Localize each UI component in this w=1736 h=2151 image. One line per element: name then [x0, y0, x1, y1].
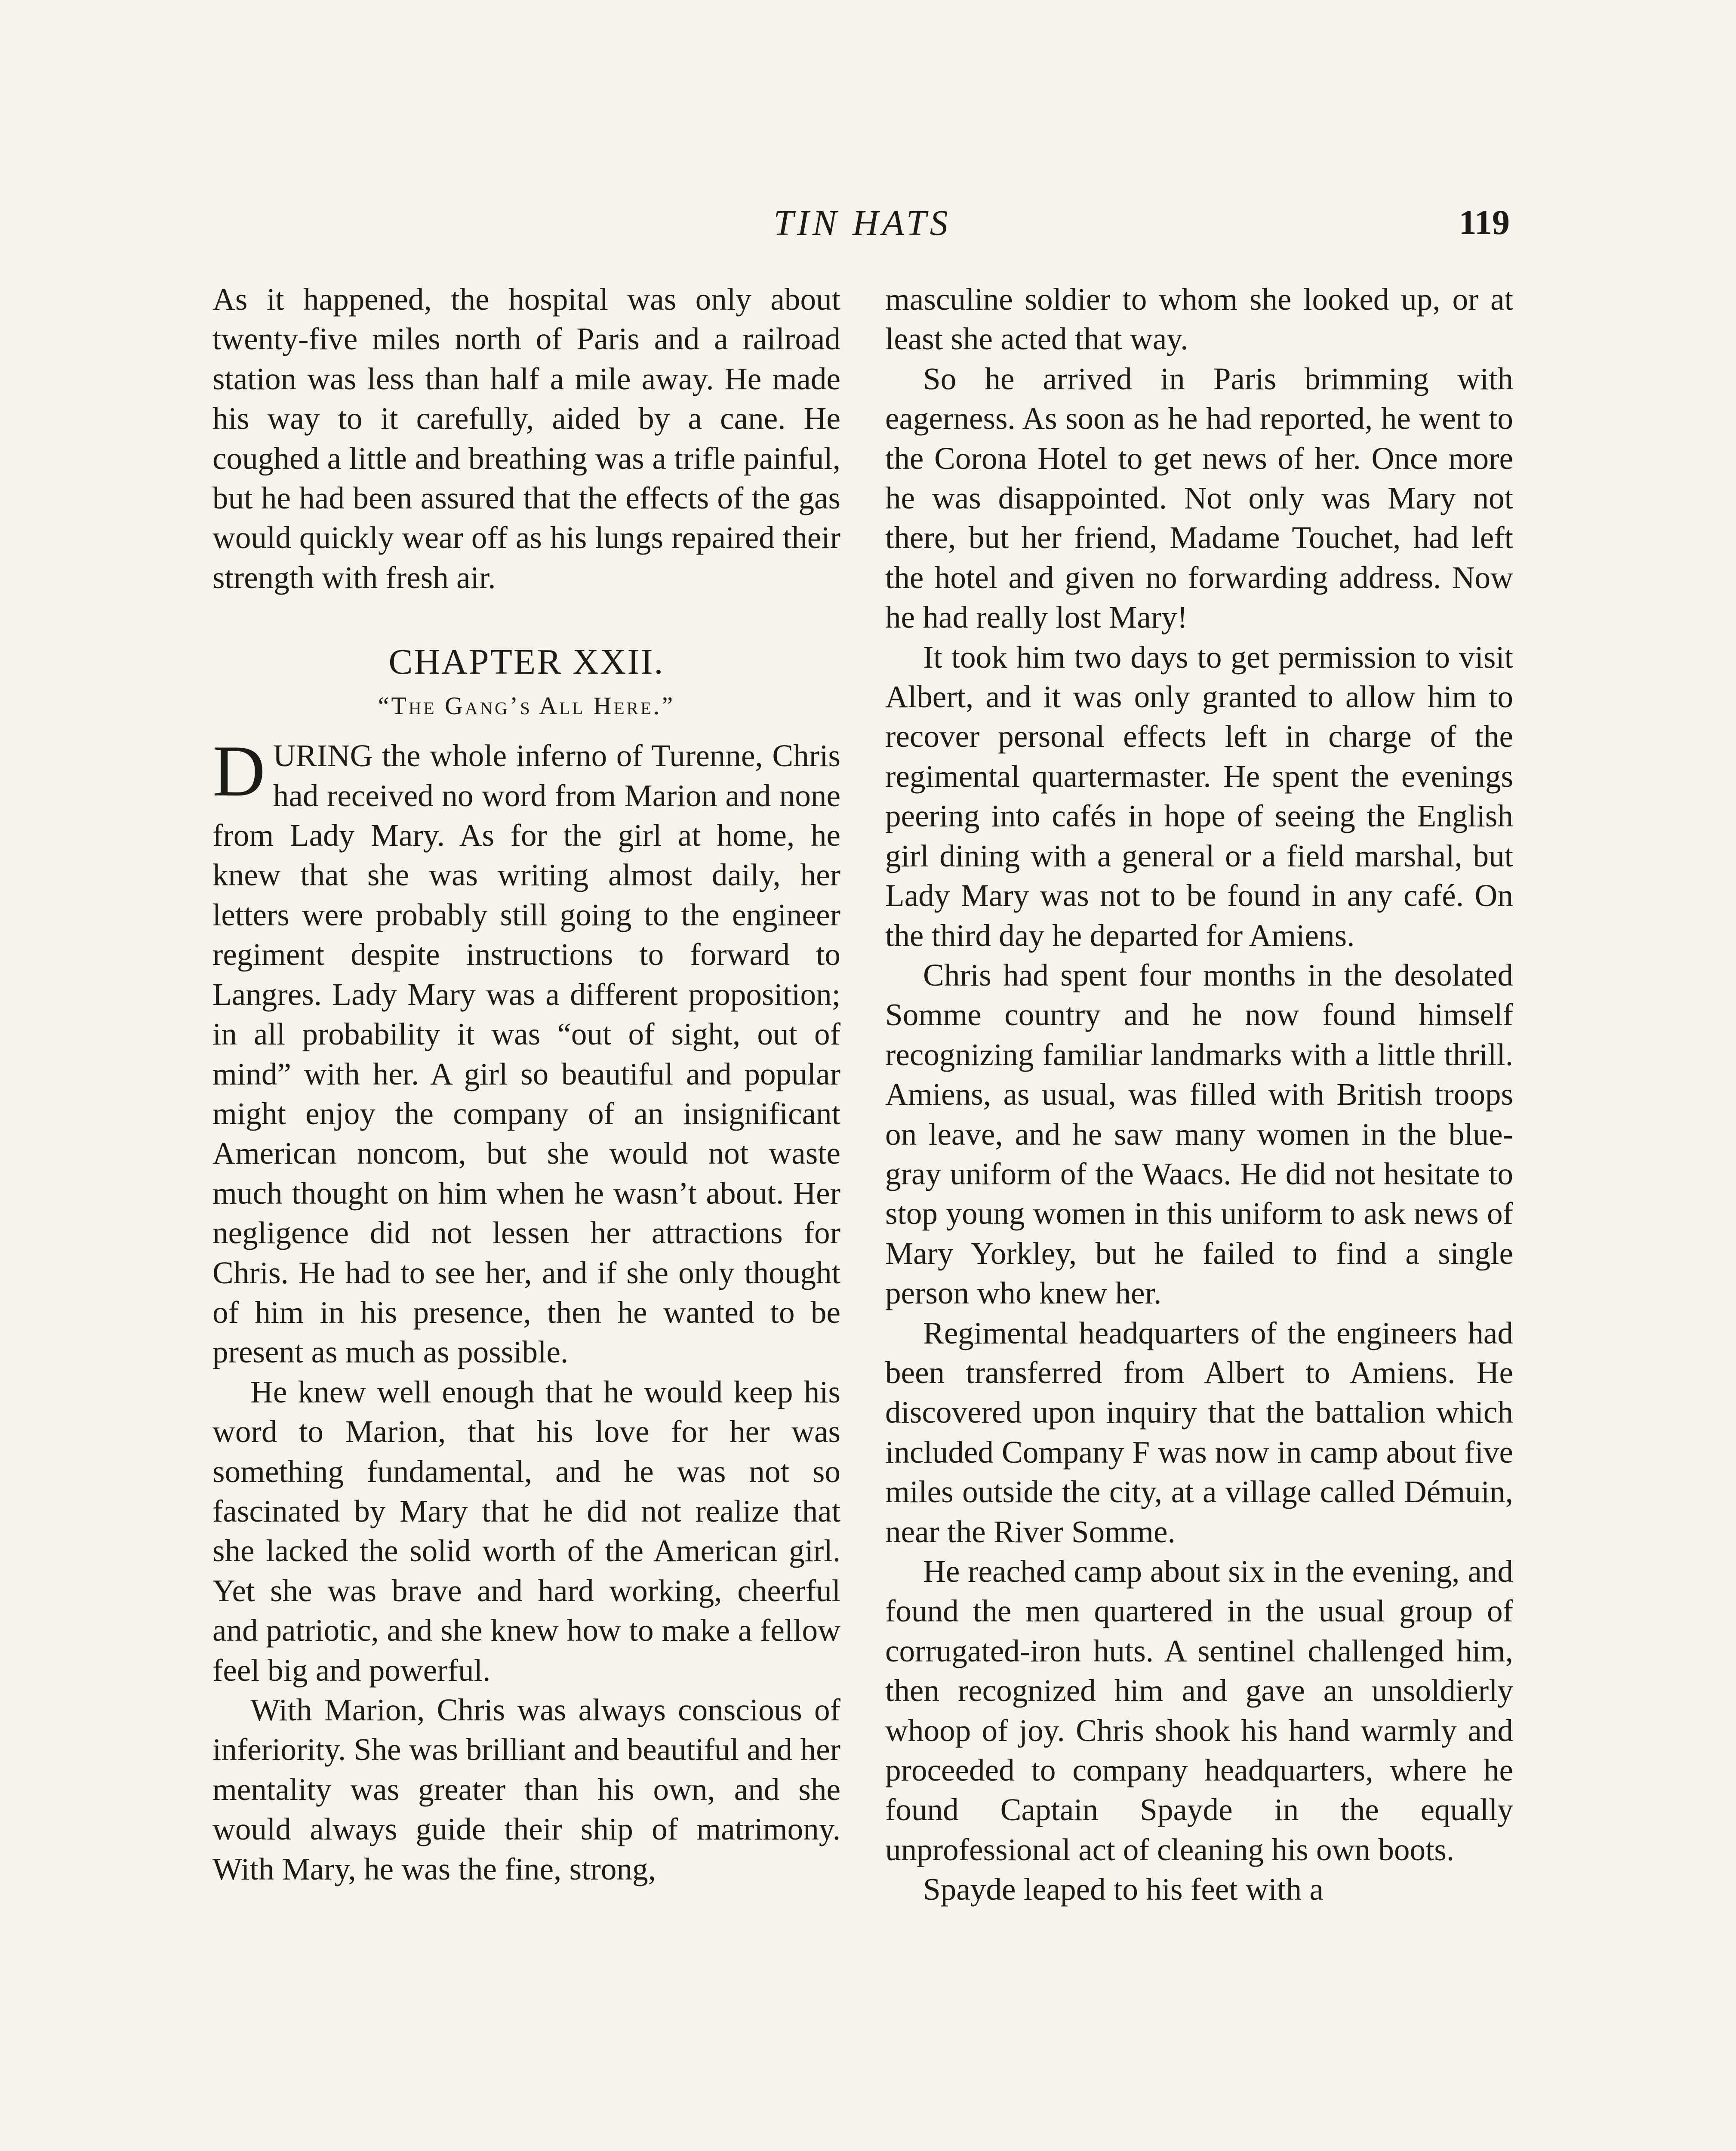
running-title: TIN HATS — [773, 203, 951, 243]
paragraph-text: URING the whole inferno of Turenne, Chris had received no word from Marion and none from Lady Mary. As for the girl at home, he knew that she was writing almost daily, her letters were probably still going to the engineer regiment despite instructions to forward to Langres. Lady Mary was a different proposition; in all probability it was “out of sight, out of mind” with her. A girl so beautiful and popular might enjoy the company of an insignificant American noncom, but she would not waste much thought on him when he wasn’t about. Her negligence did not lessen her attractions for Chris. He had to see her, and if she only thought of him in his presence, then he wanted to be present as much as possible. — [212, 738, 840, 1370]
paragraph: As it happened, the hospital was only about twenty-five miles north of Paris and a railroad station was less than half a mile away. He made his way to it carefully, aided by a cane. He coughed a little and breathing was a trifle painful, but he had been assured that the effects of the gas would quickly wear off as his lungs repaired their strength with fresh air. — [212, 282, 840, 595]
paragraph: Regimental headquarters of the engineers had been transferred from Albert to Amiens. He discovered upon inquiry that the battalion which included Company F was now in camp about five miles outside the city, at a village called Démuin, near the River Somme. — [885, 1315, 1513, 1549]
left-column — [212, 280, 840, 1889]
chapter-opening-paragraph — [212, 730, 840, 1372]
paragraph: masculine soldier to whom she looked up, or at least she acted that way. — [885, 282, 1513, 357]
paragraph: Chris had spent four months in the desolated Somme country and he now found himself recognizing familiar landmarks with a little thrill. Amiens, as usual, was filled with British troops on leave, and he saw many women in the blue-gray uniform of the Waacs. He did not hesitate to stop young women in this uniform to ask news of Mary Yorkley, but he failed to find a single person who knew her. — [885, 957, 1513, 1311]
paragraph: It took him two days to get permission to visit Albert, and it was only granted to allow him to recover personal effects left in charge of the regimental quartermaster. He spent the evenings peering into cafés in hope of seeing the English girl dining with a general or a field marshal, but Lady Mary was not to be found in any café. On the third day he departed for Amiens. — [885, 639, 1513, 953]
paragraph: Spayde leaped to his feet with a — [923, 1872, 1324, 1907]
page-header — [215, 202, 1510, 254]
drop-cap: D — [212, 730, 265, 812]
paragraph: He knew well enough that he would keep his word to Marion, that his love for her was something fundamental, and he was not so fascinated by Mary that he did not realize that she lacked the solid worth of the American girl. Yet she was brave and hard working, cheerful and patriotic, and she knew how to make a fellow feel big and powerful. — [212, 1374, 840, 1688]
page-number: 119 — [1459, 203, 1510, 242]
chapter-subtitle: “The Gang’s All Here.” — [378, 692, 675, 720]
chapter-title: CHAPTER XXII. — [388, 642, 665, 682]
right-column — [885, 280, 1513, 1910]
paragraph: So he arrived in Paris brimming with eagerness. As soon as he had reported, he went to the Corona Hotel to get news of her. Once more he was disappointed. Not only was Mary not there, but her friend, Madame Touchet, had left the hotel and given no forwarding address. Now he had really lost Mary! — [885, 361, 1513, 635]
paragraph: He reached camp about six in the evening, and found the men quartered in the usual group of corrugated-iron huts. A sentinel challenged him, then recognized him and gave an unsoldierly whoop of joy. Chris shook his hand warmly and proceeded to company headquarters, where he found Captain Spayde in the equally unprofessional act of cleaning his own boots. — [885, 1554, 1513, 1867]
paragraph: With Marion, Chris was always conscious of inferiority. She was brilliant and beautiful and her mentality was greater than his own, and she would always guide their ship of matrimony. With Mary, he was the fine, strong, — [212, 1692, 840, 1886]
